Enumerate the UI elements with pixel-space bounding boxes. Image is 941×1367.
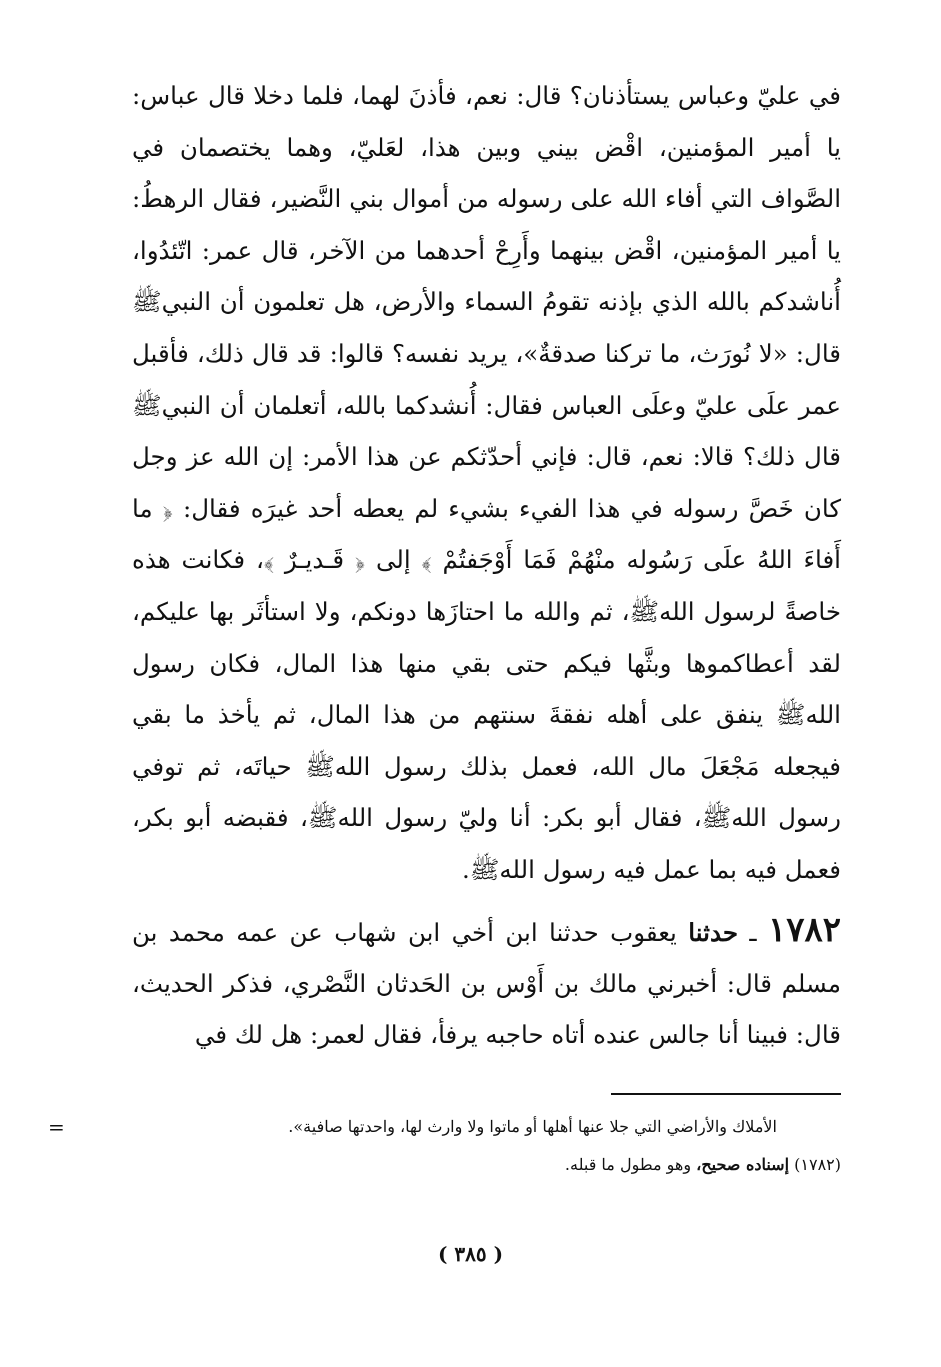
hadith-text: يعقوب حدثنا ابن أخي ابن شهاب عن عمه محمد بن مسلم قال: أخبرني مالك بن أَوْس بن الحَدثان النَّصْري، فذكر الحديث، قال: فبينا أنا جالس عنده أتاه حاجبه يرفأ، فقال لعمر: هل لك في [132, 918, 841, 1049]
footnotes [48, 1108, 841, 1184]
footnote-grading: إسناده صحيح، [696, 1155, 790, 1174]
footnote-divider [611, 1093, 841, 1095]
main-text: في عليّ وعباس يستأذنان؟ قال: نعم، فأذنَ لهما، فلما دخلا قال عباس: يا أمير المؤمنين، اقْض بيني وبين هذا، لعَليّ، وهما يختصمان في الصَّواف التي أفاء الله على رسوله من أموال بني النَّضير، فقال الرهطُ: يا أمير المؤمنين، اقْض بينهما وأَرِحْ أحدهما من الآخر، قال عمر: اتّئدُوا، أُناشدكم بالله الذي بإذنه تقومُ السماء والأرض، هل تعلمون أن النبيﷺ قال: «لا نُورَث، ما تركنا صدقةٌ»، يريد نفسه؟ قالوا: قد قال ذلك، فأقبل عمر علَى عليّ وعلَى العباس فقال: أُنشدكما بالله، أتعلمان أن النبيﷺ قال ذلك؟ قالا: نعم، قال: فإني أحدّثكم عن هذا الأمر: إن الله عز وجل كان خَصَّ رسوله في هذا الفيء بشيء لم يعطه أحد غيرَه فقال: ﴿ ما أَفاءَ اللهُ علَى رَسُوله منْهُمْ فَمَا أَوْجَفتُمْ ﴾ إلى ﴿ قَـديـرٌ ﴾، فكانت هذه خاصةً لرسول اللهﷺ، ثم والله ما احتازَها دونكم، ولا استأثَر بها عليكم، لقد أعطاكموها وبثَّها فيكم حتى بقي منها هذا المال، فكان رسول اللهﷺ ينفق على أهله نفقةَ سنتهم من هذا المال، ثم يأخذ ما بقي فيجعله مَجْعَلَ مال الله، فعمل بذلك رسول اللهﷺ حياتَه، ثم توفي رسول اللهﷺ، فقال أبو بكر: أنا وليّ رسول اللهﷺ، فقبضه أبو بكر، فعمل فيه بما عمل فيه رسول اللهﷺ. [132, 81, 841, 884]
page-number: ( ٣٨٥ ) [437, 1242, 504, 1266]
continuation-text: الأملاك والأراضي التي جلا عنها أهلها أو ماتوا ولا وارث لها، واحدتها صافية». [288, 1117, 777, 1136]
hadith-number: ١٧٨٢ [767, 910, 841, 950]
footnote-continuation [48, 1108, 841, 1146]
footnote-text: وهو مطول ما قبله. [564, 1155, 697, 1174]
footnote-number: (١٧٨٢) [794, 1155, 841, 1174]
hadith-1782 [132, 905, 841, 1060]
footnote-1782 [130, 1146, 841, 1184]
hadith-separator: ـ [737, 918, 768, 947]
continuation-marker: = [48, 1115, 65, 1139]
hadith-opener: حدثنا [688, 918, 738, 947]
